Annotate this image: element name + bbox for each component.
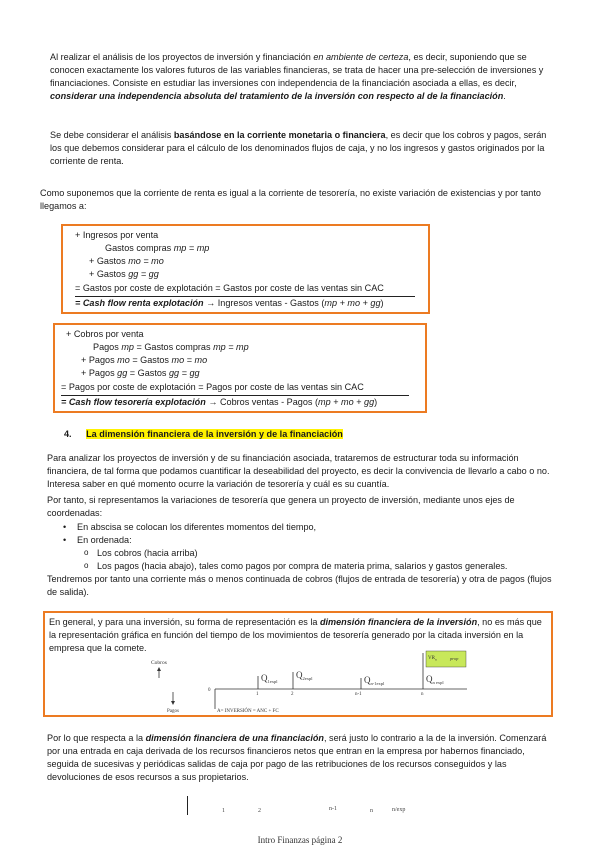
pagos-arrowhead xyxy=(171,701,175,705)
bullet-abscisa: • En abscisa se colocan los diferentes momentos del tiempo, xyxy=(77,521,557,534)
renta-line-cash-flow: = Cash flow renta explotación → Ingresos ventas - Gastos (mp + mo + gg) xyxy=(75,298,384,308)
tesoreria-line-cobros: + Cobros por venta xyxy=(66,329,144,339)
tick-n1-label: n-1 xyxy=(355,692,362,697)
bottom-tick-2: 2 xyxy=(258,808,261,814)
financiacion-paragraph: Por lo que respecta a la dimensión financiera de una financiación, será justo lo contrario a la de la inversión. Comenzará por una entrada en caja derivada de los recursos financieros netos que entran en la empresa por habernos financiado, seguida de sucesivas y periódicas salidas de caja por pago de las retribuciones de los recursos conseguidos y las devoluciones de esos recursos a sus propietarios. xyxy=(47,733,547,782)
cobros-label: Cobros xyxy=(151,660,167,666)
bottom-tick-n: n xyxy=(370,808,373,814)
body-paragraph-2: Por tanto, si representamos la variaciones de tesorería que genera un proyecto de inversión, mediante unos ejes de coordenadas: xyxy=(47,495,515,518)
renta-line-gastos-gg: + Gastos gg = gg xyxy=(89,269,159,279)
dimension-inversion-box xyxy=(43,611,553,717)
section-number: 4. xyxy=(64,429,72,439)
vr-label: $VR_n$ xyxy=(428,656,437,662)
sub-bullet-list xyxy=(97,547,557,573)
bottom-tick-1: 1 xyxy=(222,808,225,814)
bottom-axis-label: n/exp xyxy=(392,807,406,813)
dimension-inversion-text: En general, y para una inversión, su forma de representación es la dimensión financiera de la inversión, no es más que la representación gráfica en función del tiempo de los movimientos de tesorería generado por la citada inversión en la empresa que la comete. xyxy=(49,617,542,653)
cash-flow-tesoreria-box xyxy=(53,323,427,413)
tesoreria-line-pagos-mp: Pagos mp = Gastos compras mp = mp xyxy=(93,342,249,352)
tick-n-label: n xyxy=(421,692,424,697)
tesoreria-line-cash-flow: = Cash flow tesorería explotación → Cobros ventas - Pagos (mp + mo + gg) xyxy=(61,397,378,407)
prop-label: prop xyxy=(450,656,459,661)
investment-formula: A= INVERSIÓN = ANC + FC xyxy=(217,709,279,714)
renta-line-ingresos: + Ingresos por venta xyxy=(75,230,159,240)
bullet-list xyxy=(77,521,557,547)
pagos-label: Pagos xyxy=(167,709,179,714)
tesoreria-line-pagos-gg: + Pagos gg = Gastos gg = gg xyxy=(81,368,200,378)
bottom-tick-n1: n-1 xyxy=(329,806,337,812)
tick-2-label: 2 xyxy=(291,692,294,697)
page-footer: Intro Finanzas página 2 xyxy=(257,835,343,845)
cobros-arrowhead xyxy=(157,667,161,671)
sub-bullet-pagos: o Los pagos (hacia abajo), tales como pagos por compra de materia prima, salarios y gastos generales. xyxy=(97,560,557,573)
body-paragraph-3: Tendremos por tanto una corriente más o menos continuada de cobros (flujos de entrada de tesorería) y otra de pagos (flujos de salida). xyxy=(47,574,552,597)
renta-line-gastos-compras: Gastos compras mp = mp xyxy=(105,243,210,253)
qn-label: $Q_{n expl}$ xyxy=(426,674,444,685)
bullet-ordenada: • En ordenada: xyxy=(77,534,557,547)
intro-paragraph-3: Como suponemos que la corriente de renta es igual a la corriente de tesorería, no existe variación de existencias y por tanto llegamos a: xyxy=(40,188,541,211)
tick-1-label: 1 xyxy=(256,692,259,697)
renta-line-gastos-mo: + Gastos mo = mo xyxy=(89,256,164,266)
section-heading xyxy=(64,428,343,441)
cash-flow-renta-box xyxy=(61,224,430,314)
intro-paragraph-2: Se debe considerar el análisis basándose en la corriente monetaria o financiera, es decir que los cobros y pagos, serán los que debemos considerar para el cálculo de los denominados flujos de caja, y no los ingresos y gastos originados por la corriente de renta. xyxy=(50,130,547,166)
body-paragraph-1: Para analizar los proyectos de inversión y de su financiación asociada, trataremos de estructurar toda su información financiera, de tal forma que podamos cuantificar la deseabilidad del proyecto, es decir la convivencia de llevarlo a cabo o no. Interesa saber en qué momento ocurre la variación de tesorería y cuál es su cuantía. xyxy=(47,453,550,489)
q1-label: $Q_{1expl}$ xyxy=(261,673,278,684)
qn1-label: $Q_{n-1expl}$ xyxy=(364,675,385,686)
sub-bullet-cobros: o Los cobros (hacia arriba) xyxy=(97,547,557,560)
origin-label: 0 xyxy=(208,688,211,693)
bottom-axis-line xyxy=(187,796,188,815)
renta-line-coste-explotacion: = Gastos por coste de explotación = Gastos por coste de las ventas sin CAC xyxy=(75,283,384,293)
q2-label: $Q_{2expl}$ xyxy=(296,670,313,681)
tesoreria-line-pagos-mo: + Pagos mo = Gastos mo = mo xyxy=(81,355,208,365)
section-title: La dimensión financiera de la inversión y de la financiación xyxy=(86,429,343,439)
intro-paragraph-1: Al realizar el análisis de los proyectos de inversión y financiación en ambiente de certeza, es decir, suponiendo que se conocen exactamente los valores futuros de las variables financieras, se trata de hacer una pre-selección de inversiones y financiaciones. Consiste en estudiar las inversiones con independencia de la financiación asociada a ellas, es decir, considerar una independencia absoluta del tratamiento de la inversión con respecto al de la financiación. xyxy=(50,52,544,101)
tesoreria-line-coste-explotacion: = Pagos por coste de explotación = Pagos por coste de las ventas sin CAC xyxy=(61,382,364,392)
cash-flow-diagram xyxy=(145,650,485,714)
